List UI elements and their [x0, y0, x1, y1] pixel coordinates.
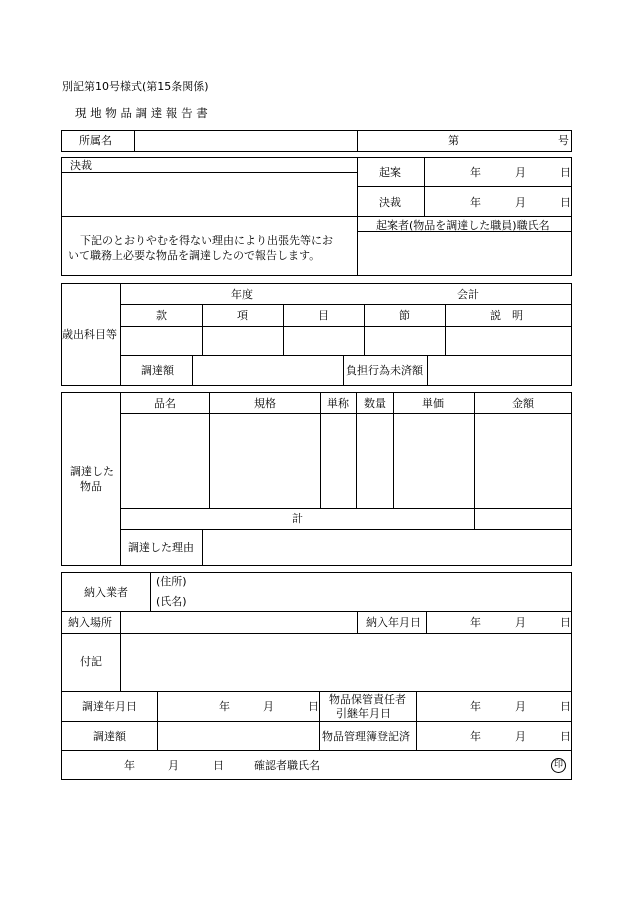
report-text-line2: いて職務上必要な物品を調達したので報告します。 [68, 249, 321, 262]
custodian-label-1: 物品保管責任者 [329, 693, 406, 706]
col-suryo: 数量 [364, 397, 386, 410]
futan-label: 負担行為未済額 [346, 364, 423, 377]
delivery-month: 月 [515, 616, 526, 629]
confirm-year: 年 [124, 759, 135, 772]
custodian-day: 日 [560, 700, 571, 713]
col-kan: 款 [156, 309, 167, 322]
kessai-header: 決裁 [70, 159, 92, 172]
budget-amount-label: 調達額 [141, 364, 174, 377]
proc-month: 月 [263, 700, 274, 713]
proc-day: 日 [308, 700, 319, 713]
custodian-year: 年 [470, 700, 481, 713]
col-hinmei: 品名 [154, 397, 176, 410]
proc-year: 年 [219, 700, 230, 713]
kessai-year: 年 [470, 196, 481, 209]
items-side-label-2: 物品 [80, 480, 102, 493]
proc-amount-label: 調達額 [93, 730, 126, 743]
vendor-label: 納入業者 [84, 586, 128, 599]
custodian-label-2: 引継年月日 [336, 707, 391, 720]
confirmer-label: 確認者職氏名 [254, 759, 320, 772]
proc-date-label: 調達年月日 [82, 700, 137, 713]
affiliation-label: 所属名 [79, 134, 112, 147]
notes-label: 付記 [80, 655, 102, 668]
ledger-day: 日 [560, 730, 571, 743]
ledger-month: 月 [515, 730, 526, 743]
delivery-day: 日 [560, 616, 571, 629]
kian-day: 日 [560, 166, 571, 179]
reason-label: 調達した理由 [128, 541, 194, 554]
seal-stamp-icon: 印 [551, 758, 566, 773]
number-suffix: 号 [558, 134, 569, 147]
col-kou: 項 [237, 309, 248, 322]
number-prefix: 第 [448, 134, 459, 147]
report-text-line1: 下記のとおりやむを得ない理由により出張先等にお [80, 234, 333, 247]
kessai-label: 決裁 [379, 196, 401, 209]
confirm-day: 日 [213, 759, 224, 772]
document-title: 現 地 物 品 調 達 報 告 書 [75, 106, 208, 120]
col-kingaku: 金額 [512, 397, 534, 410]
vendor-name-label: (氏名) [156, 595, 187, 608]
items-side-label-1: 調達した [70, 465, 114, 478]
col-kikaku: 規格 [254, 397, 276, 410]
kessai-month: 月 [515, 196, 526, 209]
col-tansho: 単称 [327, 397, 349, 410]
ledger-year: 年 [470, 730, 481, 743]
budget-side-label: 歳出科目等 [62, 328, 117, 341]
col-setsumei: 説 明 [490, 309, 523, 322]
kaikei-label: 会計 [457, 288, 479, 301]
delivery-year: 年 [470, 616, 481, 629]
section-budget [61, 283, 572, 386]
section-items [61, 392, 572, 566]
vendor-address-label: (住所) [156, 575, 187, 588]
ledger-label: 物品管理簿登記済 [322, 730, 410, 743]
affiliation-field[interactable] [136, 132, 355, 150]
kessai-day: 日 [560, 196, 571, 209]
delivery-date-label: 納入年月日 [366, 616, 421, 629]
custodian-month: 月 [515, 700, 526, 713]
col-moku: 目 [318, 309, 329, 322]
kian-month: 月 [515, 166, 526, 179]
col-setsu: 節 [399, 309, 410, 322]
form-number: 別記第10号様式(第15条関係) [62, 80, 209, 93]
kian-year: 年 [470, 166, 481, 179]
total-label: 計 [292, 512, 303, 525]
drafter-label: 起案者(物品を調達した職員)職氏名 [376, 219, 550, 232]
place-label: 納入場所 [68, 616, 112, 629]
confirm-month: 月 [168, 759, 179, 772]
col-tanka: 単価 [422, 397, 444, 410]
kian-label: 起案 [379, 166, 401, 179]
section-delivery [61, 572, 572, 780]
drafter-field[interactable] [359, 233, 570, 274]
nendo-label: 年度 [231, 288, 253, 301]
